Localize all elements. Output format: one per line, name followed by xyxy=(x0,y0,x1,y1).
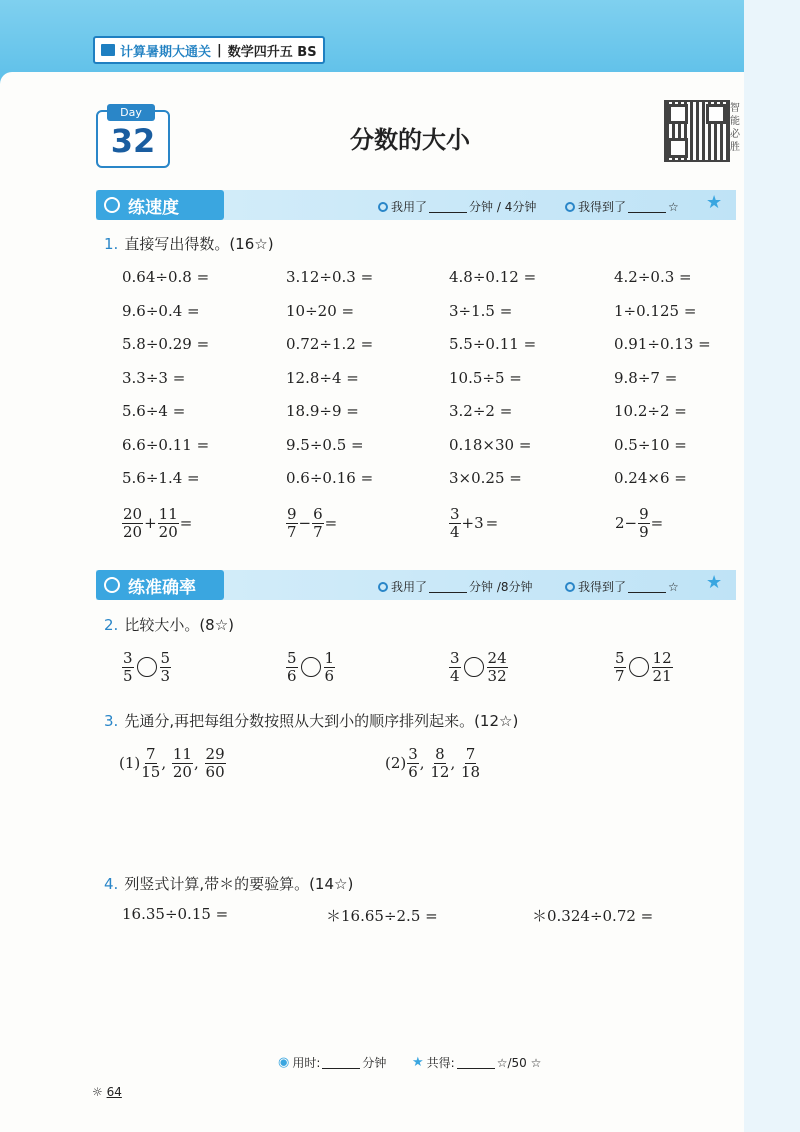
numerator: 6 xyxy=(313,505,323,523)
fraction xyxy=(461,746,480,780)
equals: = xyxy=(179,514,193,532)
timer-icon xyxy=(378,202,388,212)
star-icon: ★ xyxy=(706,572,723,593)
q4-item: ＊16.65÷2.5 = xyxy=(326,907,438,925)
fraction xyxy=(430,746,449,780)
group-label: (2) xyxy=(385,754,407,772)
fraction xyxy=(172,746,193,780)
series-title: 计算暑期大通关 xyxy=(120,44,212,60)
operator: − xyxy=(298,514,312,532)
denominator: 6 xyxy=(324,666,335,685)
comma: , xyxy=(193,754,204,772)
numerator: 3 xyxy=(450,649,460,667)
side-text: 智能必胜 xyxy=(730,103,740,153)
score-blank[interactable] xyxy=(628,200,666,213)
footer-time xyxy=(278,1054,386,1071)
q1-expression: 3.3÷3 = xyxy=(122,368,186,387)
total-label: 共得: xyxy=(426,1056,455,1070)
comma: , xyxy=(161,754,171,772)
question-text: 直接写出得数。(16☆) xyxy=(124,235,274,253)
footer-total-blank[interactable] xyxy=(457,1056,495,1069)
q1-fraction-expression xyxy=(122,506,193,540)
q1-expression: 0.72÷1.2 = xyxy=(286,335,374,353)
fraction-group xyxy=(118,746,226,780)
equals: = xyxy=(485,514,499,532)
comma: , xyxy=(419,754,430,772)
question-4-heading xyxy=(104,873,353,894)
q1-expression: 12.8÷4 = xyxy=(286,368,359,387)
denominator: 6 xyxy=(287,666,297,685)
q4-item: ＊0.324÷0.72 = xyxy=(532,907,654,925)
numerator: 7 xyxy=(146,745,156,763)
question-1-heading xyxy=(104,233,274,254)
fraction xyxy=(487,650,508,684)
q1-expression: 9.8÷7 = xyxy=(614,368,678,387)
fraction xyxy=(324,650,336,684)
q1-expression: 0.24×6 = xyxy=(614,469,687,487)
question-text: 先通分,再把每组分数按照从大到小的顺序排列起来。(12☆) xyxy=(124,712,519,730)
denominator: 32 xyxy=(487,666,507,685)
numerator: 8 xyxy=(435,745,445,763)
time-used xyxy=(378,578,533,595)
qr-corner xyxy=(668,104,688,124)
numerator: 29 xyxy=(205,745,225,763)
lead-term: 2− xyxy=(615,514,638,532)
fraction xyxy=(205,746,226,780)
denominator: 3 xyxy=(160,666,171,685)
q1-expression: 5.6÷1.4 = xyxy=(122,469,200,487)
score-earned xyxy=(565,578,679,595)
numerator: 12 xyxy=(652,649,672,667)
question-number: 1. xyxy=(104,235,119,253)
page-title: 分数的大小 xyxy=(350,126,470,154)
fraction xyxy=(449,650,461,684)
grade-label: 数学四升五 BS xyxy=(227,44,317,60)
qr-corner xyxy=(706,104,726,124)
q1-expression: 3.2÷2 = xyxy=(449,402,513,420)
q1-expression: 4.2÷0.3 = xyxy=(614,268,692,286)
numerator: 1 xyxy=(324,649,335,667)
score-suffix: ☆ xyxy=(668,199,679,214)
total-suffix: ☆/50 ☆ xyxy=(496,1055,542,1070)
fraction xyxy=(286,506,298,540)
fraction-group xyxy=(384,746,480,780)
time-unit: 分钟 xyxy=(362,1056,387,1070)
time-prefix: 我用了 xyxy=(391,200,428,214)
numerator: 3 xyxy=(123,649,133,667)
denominator: 20 xyxy=(172,762,192,781)
footer-time-blank[interactable] xyxy=(322,1056,360,1069)
answer-circle[interactable] xyxy=(464,657,484,677)
fraction xyxy=(652,650,673,684)
score-prefix: 我得到了 xyxy=(578,200,627,214)
page-number: 64 xyxy=(106,1085,122,1099)
sun-icon: ☼ xyxy=(92,1085,103,1099)
denominator: 5 xyxy=(123,666,133,685)
check-icon xyxy=(565,582,575,592)
denominator: 4 xyxy=(450,666,460,685)
clock-icon: ◉ xyxy=(278,1055,290,1070)
time-label: 用时: xyxy=(292,1056,321,1070)
page-edge xyxy=(744,0,800,1132)
fraction xyxy=(160,650,172,684)
star-icon: ★ xyxy=(412,1055,424,1070)
denominator: 15 xyxy=(141,762,161,781)
q1-expression: 1÷0.125 = xyxy=(614,301,697,320)
time-suffix: 分钟 /8分钟 xyxy=(469,580,533,594)
time-prefix: 我用了 xyxy=(391,580,428,594)
comma: , xyxy=(450,754,460,772)
q1-fraction-expression xyxy=(286,506,338,540)
answer-circle[interactable] xyxy=(629,657,649,677)
question-2-heading xyxy=(104,614,234,635)
q1-expression: 0.18×30 = xyxy=(449,435,532,454)
day-label: Day xyxy=(107,104,155,121)
numerator: 11 xyxy=(172,745,192,763)
question-number: 4. xyxy=(104,875,119,893)
denominator: 20 xyxy=(123,522,143,541)
question-number: 3. xyxy=(104,712,119,730)
numerator: 3 xyxy=(450,505,460,523)
compare-pair xyxy=(614,650,673,684)
answer-circle[interactable] xyxy=(137,657,157,677)
denominator: 7 xyxy=(287,522,297,541)
equals: = xyxy=(324,514,338,532)
fraction xyxy=(141,746,160,780)
q1-expression: 3.12÷0.3 = xyxy=(286,268,374,286)
target-icon xyxy=(104,577,120,593)
q1-expression: 0.91÷0.13 = xyxy=(614,335,711,353)
numerator: 3 xyxy=(408,745,418,763)
fraction xyxy=(407,746,419,780)
score-suffix: ☆ xyxy=(668,579,679,594)
time-blank[interactable] xyxy=(429,200,467,213)
numerator: 20 xyxy=(123,505,143,523)
separator: | xyxy=(217,42,222,58)
section-tab-accuracy xyxy=(96,570,224,600)
denominator: 21 xyxy=(652,666,672,685)
denominator: 7 xyxy=(313,522,323,541)
numerator: 5 xyxy=(287,649,297,667)
numerator: 24 xyxy=(487,649,507,667)
book-icon xyxy=(101,44,115,56)
q1-expression: 6.6÷0.11 = xyxy=(122,435,210,454)
fraction xyxy=(286,650,298,684)
star-icon: ★ xyxy=(706,192,723,213)
numerator: 5 xyxy=(615,649,625,667)
day-number: 32 xyxy=(110,122,156,160)
timer-icon xyxy=(378,582,388,592)
score-prefix: 我得到了 xyxy=(578,580,627,594)
time-used xyxy=(378,198,536,215)
compare-pair xyxy=(286,650,335,684)
qr-corner xyxy=(668,138,688,158)
compare-pair xyxy=(122,650,171,684)
denominator: 9 xyxy=(639,522,649,541)
q1-expression: 5.6÷4 = xyxy=(122,402,186,420)
q1-expression: 4.8÷0.12 = xyxy=(449,268,537,286)
numerator: 5 xyxy=(160,649,171,667)
denominator: 60 xyxy=(205,762,225,781)
page-number-area xyxy=(92,1085,122,1099)
footer-total xyxy=(412,1054,541,1071)
q1-expression: 0.64÷0.8 = xyxy=(122,268,210,286)
section-tab-label: 练准确率 xyxy=(128,577,196,598)
question-3-heading xyxy=(104,710,518,731)
section-tab-label: 练速度 xyxy=(128,197,179,218)
series-badge xyxy=(93,36,325,64)
q1-expression: 10.5÷5 = xyxy=(449,368,522,387)
q1-expression: 9.6÷0.4 = xyxy=(122,301,200,320)
denominator: 18 xyxy=(460,762,481,781)
numerator: 7 xyxy=(465,745,476,763)
answer-circle[interactable] xyxy=(301,657,321,677)
fraction xyxy=(638,506,650,540)
fraction xyxy=(614,650,626,684)
group-label: (1) xyxy=(119,754,141,772)
q1-expression: 5.8÷0.29 = xyxy=(122,335,210,353)
clock-icon xyxy=(104,197,120,213)
fraction xyxy=(122,506,143,540)
equals: = xyxy=(650,514,664,532)
check-icon xyxy=(565,202,575,212)
question-number: 2. xyxy=(104,616,119,634)
q1-fraction-expression xyxy=(614,506,664,540)
operator: + xyxy=(144,514,157,532)
denominator: 6 xyxy=(408,762,418,781)
q1-fraction-expression xyxy=(449,506,499,540)
q1-expression: 10.2÷2 = xyxy=(614,402,687,420)
q1-expression: 18.9÷9 = xyxy=(286,402,359,420)
fraction xyxy=(312,506,324,540)
q1-expression: 0.6÷0.16 = xyxy=(286,469,374,487)
score-blank[interactable] xyxy=(628,580,666,593)
denominator: 12 xyxy=(430,762,450,781)
denominator: 20 xyxy=(158,522,178,541)
time-suffix: 分钟 / 4分钟 xyxy=(469,200,537,214)
operator: +3 xyxy=(461,514,484,532)
fraction xyxy=(158,506,179,540)
fraction xyxy=(449,506,461,540)
q1-expression: 10÷20 = xyxy=(286,301,355,320)
q1-expression: 0.5÷10 = xyxy=(614,435,687,454)
denominator: 4 xyxy=(450,522,460,541)
question-text: 列竖式计算,带＊的要验算。(14☆) xyxy=(124,875,354,893)
numerator: 11 xyxy=(158,505,178,523)
q4-item: 16.35÷0.15 = xyxy=(122,905,229,923)
score-earned xyxy=(565,198,679,215)
q1-expression: 3÷1.5 = xyxy=(449,301,513,320)
q1-expression: 3×0.25 = xyxy=(449,469,522,487)
compare-pair xyxy=(449,650,508,684)
denominator: 7 xyxy=(615,666,625,685)
time-blank[interactable] xyxy=(429,580,467,593)
numerator: 9 xyxy=(287,505,297,523)
question-text: 比较大小。(8☆) xyxy=(124,616,235,634)
numerator: 9 xyxy=(639,505,649,523)
qr-code[interactable] xyxy=(664,100,730,162)
q1-expression: 5.5÷0.11 = xyxy=(449,335,537,353)
q1-expression: 9.5÷0.5 = xyxy=(286,435,364,454)
fraction xyxy=(122,650,134,684)
section-tab-speed xyxy=(96,190,224,220)
